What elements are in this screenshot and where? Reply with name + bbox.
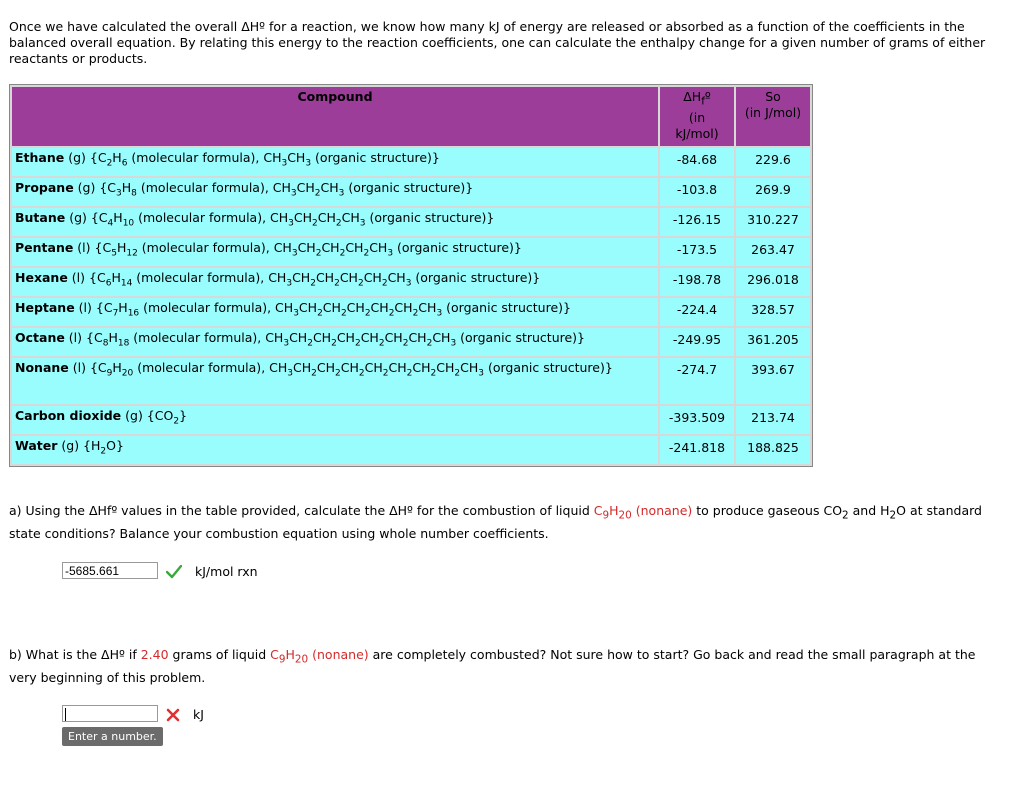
compound-formula: {$C_3H_8$ (molecular formula), $CH_3CH_2CH_3$ (organic structure)}	[99, 180, 474, 199]
question-b-text-part3: are completely combusted? Not sure how to start? Go back and read the small paragraph at the very beginning of this problem.	[9, 647, 976, 685]
entropy-cell: 296.018	[736, 268, 810, 296]
header-entropy	[736, 87, 810, 146]
compound-cell	[12, 148, 658, 176]
compound-formula: {$C_9H_{20}$ (molecular formula), $CH_3CH_2CH_2CH_2CH_2CH_2CH_2CH_2CH_3$ (organic structure)}	[89, 360, 613, 379]
entropy-cell: 328.57	[736, 298, 810, 326]
enthalpy-cell: -393.509	[660, 406, 734, 434]
header-enthalpy-unit2: kJ/mol)	[675, 125, 719, 141]
table-body	[12, 148, 810, 464]
header-entropy-unit: (in J/mol)	[744, 105, 802, 120]
enthalpy-cell: -224.4	[660, 298, 734, 326]
compound-cell	[12, 406, 658, 434]
answer-b-unit: kJ	[193, 707, 204, 722]
compound-name: Hexane	[15, 270, 68, 285]
compound-cell	[12, 238, 658, 266]
compound-formula: $\{CO_2\}$	[146, 408, 188, 427]
table-row	[12, 148, 810, 176]
compound-phase: (g)	[64, 150, 90, 165]
question-b-compound: $C_9H_{20}$ (nonane)	[270, 647, 369, 666]
question-b-text	[9, 646, 999, 686]
compound-name: Pentane	[15, 240, 74, 255]
thermo-table	[9, 84, 813, 467]
answer-b-hint-tooltip: Enter a number.	[62, 727, 163, 746]
compound-name: Ethane	[15, 150, 65, 165]
header-entropy-symbol: So	[765, 89, 781, 104]
entropy-cell: 263.47	[736, 238, 810, 266]
entropy-cell: 213.74	[736, 406, 810, 434]
entropy-cell: 229.6	[736, 148, 810, 176]
entropy-cell: 393.67	[736, 358, 810, 404]
entropy-cell: 310.227	[736, 208, 810, 236]
table-row	[12, 268, 810, 296]
question-a-text	[9, 502, 999, 542]
compound-cell	[12, 358, 658, 404]
enthalpy-cell: -126.15	[660, 208, 734, 236]
compound-formula: {$C_6H_{14}$ (molecular formula), $CH_3CH_2CH_2CH_2CH_2CH_3$ (organic structure)}	[89, 270, 541, 289]
compound-name: Water	[15, 438, 58, 453]
table-row	[12, 208, 810, 236]
compound-phase: (l)	[64, 330, 87, 345]
compound-cell	[12, 208, 658, 236]
question-a-text-part: a) Using the ΔHfº values in the table provided, calculate the ΔHº for the combustion of liquid	[9, 503, 594, 518]
compound-name: Butane	[15, 210, 66, 225]
question-b-text-part1: b) What is the ΔHº if	[9, 647, 141, 662]
compound-formula: {$C_8H_{18}$ (molecular formula), $CH_3CH_2CH_2CH_2CH_2CH_2CH_2CH_3$ (organic structure)}	[86, 330, 585, 349]
question-a-text-after: to produce gaseous $CO_2$ and $H_2O$ at standard state conditions? Balance your combustion equation using whole number coefficients.	[9, 503, 982, 541]
compound-cell	[12, 436, 658, 464]
header-enthalpy	[660, 87, 734, 146]
table-row	[12, 406, 810, 434]
header-compound: Compound	[12, 87, 658, 146]
compound-phase: (g)	[65, 210, 91, 225]
thermo-table-container	[9, 84, 813, 467]
enthalpy-cell: -274.7	[660, 358, 734, 404]
compound-name: Propane	[15, 180, 74, 195]
correct-check-icon	[166, 565, 182, 579]
compound-name: Carbon dioxide	[15, 408, 122, 423]
compound-cell	[12, 298, 658, 326]
compound-phase: (g)	[121, 408, 147, 423]
question-b-mass: 2.40	[140, 647, 169, 662]
table-row	[12, 298, 810, 326]
enthalpy-cell: -84.68	[660, 148, 734, 176]
intro-paragraph: Once we have calculated the overall ΔHº for a reaction, we know how many kJ of energy are released or absorbed as a function of the coefficients in the balanced overall equation. By relating this energy to the reaction coefficients, one can calculate the enthalpy change for a given number of grams of either reactants or products.	[9, 19, 986, 66]
compound-cell	[12, 268, 658, 296]
enthalpy-cell: -249.95	[660, 328, 734, 356]
answer-b-input[interactable]	[62, 705, 158, 722]
compound-name: Nonane	[15, 360, 69, 375]
enthalpy-cell: -173.5	[660, 238, 734, 266]
table-row	[12, 328, 810, 356]
compound-phase: (g)	[73, 180, 100, 195]
text-cursor	[65, 708, 66, 721]
header-enthalpy-symbol: $\Delta H_fº$	[683, 89, 711, 108]
enthalpy-cell: -198.78	[660, 268, 734, 296]
answer-a-input[interactable]: -5685.661	[62, 562, 158, 579]
compound-phase: (g)	[57, 438, 84, 453]
entropy-cell: 188.825	[736, 436, 810, 464]
compound-phase: (l)	[67, 270, 90, 285]
compound-formula: {$C_2H_6$ (molecular formula), $CH_3CH_3$ (organic structure)}	[89, 150, 440, 169]
compound-name: Octane	[15, 330, 65, 345]
entropy-cell: 361.205	[736, 328, 810, 356]
table-row	[12, 238, 810, 266]
table-header-row	[12, 87, 810, 146]
table-row	[12, 178, 810, 206]
compound-formula: {$C_5H_{12}$ (molecular formula), $CH_3CH_2CH_2CH_2CH_3$ (organic structure)}	[94, 240, 522, 259]
compound-phase: (l)	[68, 360, 90, 375]
compound-name: Heptane	[15, 300, 75, 315]
question-a-compound: $C_9H_{20}$ (nonane)	[593, 503, 693, 522]
compound-phase: (l)	[74, 300, 96, 315]
incorrect-cross-icon	[166, 708, 180, 722]
header-enthalpy-unit1: (in	[688, 109, 706, 125]
enthalpy-cell: -103.8	[660, 178, 734, 206]
compound-formula: {$C_4H_{10}$ (molecular formula), $CH_3CH_2CH_2CH_3$ (organic structure)}	[90, 210, 495, 229]
enthalpy-cell: -241.818	[660, 436, 734, 464]
table-row	[12, 436, 810, 464]
question-b-text-part2: grams of liquid	[168, 647, 271, 662]
compound-phase: (l)	[73, 240, 95, 255]
entropy-cell: 269.9	[736, 178, 810, 206]
table-row	[12, 358, 810, 404]
compound-cell	[12, 328, 658, 356]
compound-formula: {$C_7H_{16}$ (molecular formula), $CH_3CH_2CH_2CH_2CH_2CH_2CH_3$ (organic structure)}	[95, 300, 571, 319]
answer-a-unit: kJ/mol rxn	[195, 564, 258, 579]
compound-cell	[12, 178, 658, 206]
compound-formula: $\{H_2O\}$	[83, 438, 124, 457]
